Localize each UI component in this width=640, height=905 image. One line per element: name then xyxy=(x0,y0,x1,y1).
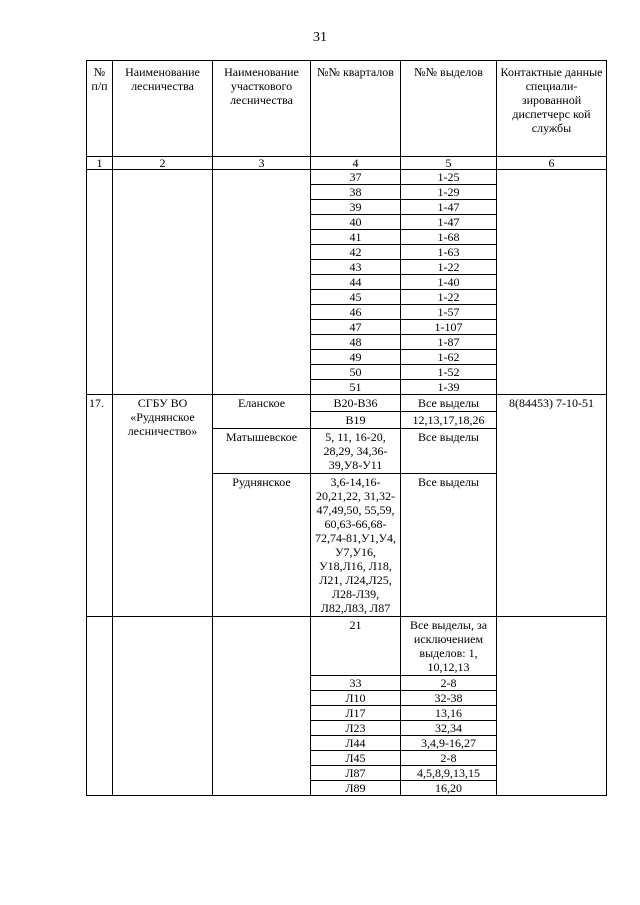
entry-number: 17. xyxy=(87,395,113,617)
allotment-cell: Все выделы, за исключением выделов: 1, 10,12,13 xyxy=(401,617,497,676)
column-number: 1 xyxy=(87,157,113,170)
quarter-cell: Л10 xyxy=(311,691,401,706)
quarter-cell: 44 xyxy=(311,275,401,290)
allotment-cell: Все выделы xyxy=(401,474,497,617)
quarter-cell: Л45 xyxy=(311,751,401,766)
allotment-cell: 1-62 xyxy=(401,350,497,365)
quarter-cell: 50 xyxy=(311,365,401,380)
column-number: 2 xyxy=(113,157,213,170)
header-row xyxy=(87,61,607,157)
allotment-cell: Все выделы xyxy=(401,395,497,412)
quarter-cell: 46 xyxy=(311,305,401,320)
table-row xyxy=(87,395,607,412)
column-number: 5 xyxy=(401,157,497,170)
forestry-cell-empty xyxy=(113,170,213,395)
quarter-cell: В19 xyxy=(311,412,401,429)
quarter-cell: Л87 xyxy=(311,766,401,781)
allotment-cell: 1-29 xyxy=(401,185,497,200)
page-number: 31 xyxy=(313,30,327,45)
quarter-cell: Л17 xyxy=(311,706,401,721)
quarter-cell: 40 xyxy=(311,215,401,230)
quarter-cell: Л89 xyxy=(311,781,401,796)
allotment-cell: 16,20 xyxy=(401,781,497,796)
column-number-row xyxy=(87,157,607,170)
quarter-cell: Л23 xyxy=(311,721,401,736)
forestry-name: СГБУ ВО «Руднянское лесничество» xyxy=(113,395,213,617)
allotment-cell: 32,34 xyxy=(401,721,497,736)
allotment-cell: 1-52 xyxy=(401,365,497,380)
allotment-cell: Все выделы xyxy=(401,429,497,474)
allotment-cell: 1-22 xyxy=(401,260,497,275)
allotment-cell: 1-22 xyxy=(401,290,497,305)
quarter-cell: 5, 11, 16-20, 28,29, 34,36-39,У8-У11 xyxy=(311,429,401,474)
allotment-cell: 2-8 xyxy=(401,676,497,691)
quarter-cell: 51 xyxy=(311,380,401,395)
column-number: 3 xyxy=(213,157,311,170)
quarter-cell: 48 xyxy=(311,335,401,350)
contact-cell-empty xyxy=(497,617,607,796)
header-quarters: №№ кварталов xyxy=(311,61,401,157)
allotment-cell: 32-38 xyxy=(401,691,497,706)
quarter-cell: 37 xyxy=(311,170,401,185)
allotment-cell: 1-63 xyxy=(401,245,497,260)
header-num: № п/п xyxy=(87,61,113,157)
column-number: 6 xyxy=(497,157,607,170)
quarter-cell: 39 xyxy=(311,200,401,215)
quarter-cell: 43 xyxy=(311,260,401,275)
allotment-cell: 1-87 xyxy=(401,335,497,350)
quarter-cell: 33 xyxy=(311,676,401,691)
quarter-cell: 41 xyxy=(311,230,401,245)
district-forestry-name: Матышевское xyxy=(213,429,311,474)
table-row xyxy=(87,617,607,676)
allotment-cell: 1-68 xyxy=(401,230,497,245)
quarter-cell: 42 xyxy=(311,245,401,260)
allotment-cell: 1-107 xyxy=(401,320,497,335)
quarter-cell: 38 xyxy=(311,185,401,200)
quarter-cell: 45 xyxy=(311,290,401,305)
allotment-cell: 3,4,9-16,27 xyxy=(401,736,497,751)
allotment-cell: 1-47 xyxy=(401,200,497,215)
num-cell-empty xyxy=(87,170,113,395)
district-cell-empty xyxy=(213,617,311,796)
district-forestry-name: Руднянское xyxy=(213,474,311,617)
num-cell-empty xyxy=(87,617,113,796)
quarter-cell: 49 xyxy=(311,350,401,365)
quarter-cell: 47 xyxy=(311,320,401,335)
forestry-cell-empty xyxy=(113,617,213,796)
header-contacts: Контактные данные специали-зированной диспетчерс кой службы xyxy=(497,61,607,157)
quarter-cell: 3,6-14,16-20,21,22, 31,32-47,49,50, 55,59, 60,63-66,68-72,74-81,У1,У4, У7,У16, У18,Л16, Л18, Л21, Л24,Л25, Л28-Л39, Л82,Л83, Л87 xyxy=(311,474,401,617)
quarter-cell: В20-В36 xyxy=(311,395,401,412)
forestry-table xyxy=(86,60,607,796)
allotment-cell: 1-39 xyxy=(401,380,497,395)
allotment-cell: 2-8 xyxy=(401,751,497,766)
column-number: 4 xyxy=(311,157,401,170)
allotment-cell: 12,13,17,18,26 xyxy=(401,412,497,429)
header-forestry: Наименование лесничества xyxy=(113,61,213,157)
district-cell-empty xyxy=(213,170,311,395)
contact-info: 8(84453) 7-10-51 xyxy=(497,395,607,617)
header-district-forestry: Наименование участкового лесничества xyxy=(213,61,311,157)
header-allotments: №№ выделов xyxy=(401,61,497,157)
allotment-cell: 13,16 xyxy=(401,706,497,721)
quarter-cell: Л44 xyxy=(311,736,401,751)
allotment-cell: 1-40 xyxy=(401,275,497,290)
allotment-cell: 1-57 xyxy=(401,305,497,320)
quarter-cell: 21 xyxy=(311,617,401,676)
district-forestry-name: Еланское xyxy=(213,395,311,429)
allotment-cell: 1-25 xyxy=(401,170,497,185)
allotment-cell: 4,5,8,9,13,15 xyxy=(401,766,497,781)
table-row xyxy=(87,170,607,185)
contact-cell-empty xyxy=(497,170,607,395)
allotment-cell: 1-47 xyxy=(401,215,497,230)
